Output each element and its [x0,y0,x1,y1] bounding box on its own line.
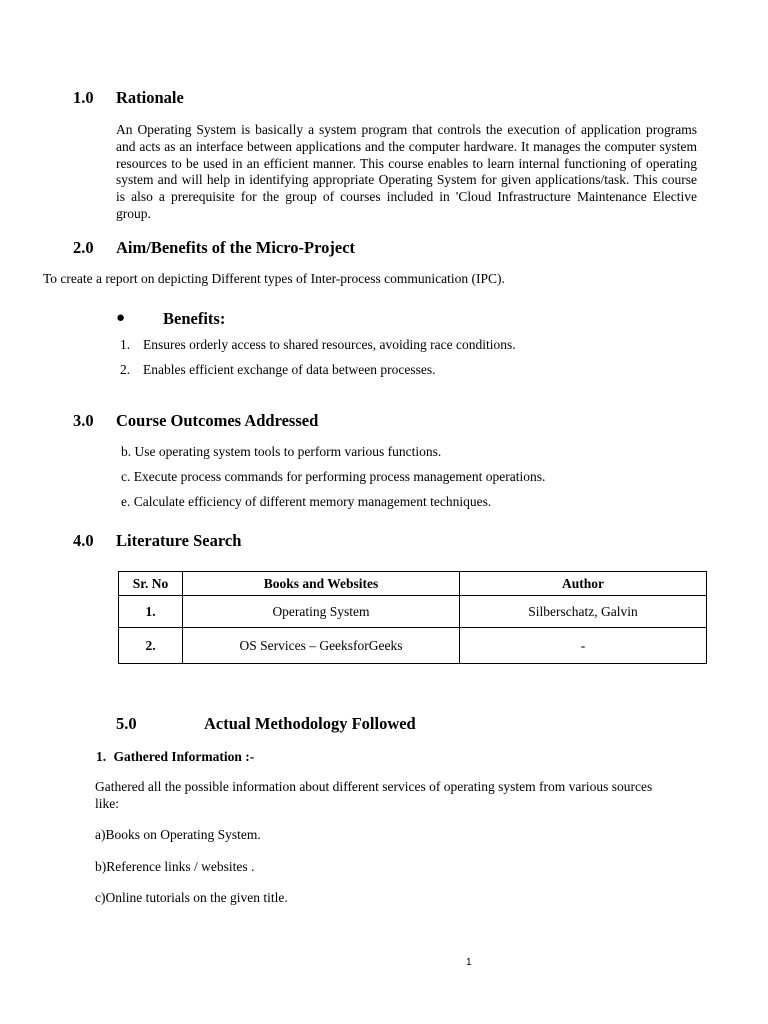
section-number: 1.0 [73,88,94,107]
table-cell: OS Services – GeeksforGeeks [183,628,460,664]
source-item: a)Books on Operating System. [95,827,261,842]
section-number: 3.0 [73,411,94,430]
section-number: 5.0 [116,714,137,733]
section-title: Course Outcomes Addressed [116,411,319,430]
subheading-number: 1. [96,749,107,764]
benefits-heading: Benefits: [163,309,226,328]
benefit-number: 2. [120,362,131,377]
table-cell: Operating System [183,596,460,628]
outcome-item: b. Use operating system tools to perform various functions. [121,444,442,459]
literature-table [118,571,707,664]
rationale-paragraph: An Operating System is basically a system program that controls the execution of application programs and acts as an interface between applications and the computer hardware. It manages the computer system resources to be used in an efficient manner. This course enables to learn internal functioning of operating system and will help in identifying appropriate Operating System for given applications/task. This course is also a prerequisite for the group of courses included in 'Cloud Infrastructure Maintenance Elective group. [116,122,697,221]
column-header: Author [460,572,707,596]
bullet-icon: ● [116,310,126,326]
table-cell: 1. [119,596,183,628]
page-number: 1 [466,957,472,968]
table-cell: - [460,628,707,664]
section-number: 2.0 [73,238,94,257]
subheading-gathered-information [96,749,254,765]
table-row [119,628,707,664]
outcome-item: c. Execute process commands for performing process management operations. [121,469,546,484]
source-item: c)Online tutorials on the given title. [95,890,288,905]
table-cell: 2. [119,628,183,664]
section-heading-rationale [73,88,184,108]
methodology-paragraph: Gathered all the possible information about different services of operating system from various sources like: [95,779,653,811]
section-title: Literature Search [116,531,242,550]
aim-paragraph: To create a report on depicting Different types of Inter-process communication (IPC). [43,271,505,286]
section-title: Aim/Benefits of the Micro-Project [116,238,356,257]
subheading-text: Gathered Information :- [113,749,255,764]
column-header: Books and Websites [183,572,460,596]
benefit-number: 1. [120,337,131,352]
section-number: 4.0 [73,531,94,550]
column-header: Sr. No [119,572,183,596]
source-item: b)Reference links / websites . [95,859,255,874]
benefit-item: Ensures orderly access to shared resources, avoiding race conditions. [143,337,516,352]
table-cell: Silberschatz, Galvin [460,596,707,628]
section-title: Actual Methodology Followed [204,714,416,733]
table-header-row [119,572,707,596]
section-heading-literature [73,531,241,551]
benefit-item: Enables efficient exchange of data between processes. [143,362,436,377]
section-title: Rationale [116,88,184,107]
section-heading-outcomes [73,411,318,431]
outcome-item: e. Calculate efficiency of different memory management techniques. [121,494,492,509]
section-heading-methodology [116,714,416,734]
section-heading-aim [73,238,355,258]
table-row [119,596,707,628]
